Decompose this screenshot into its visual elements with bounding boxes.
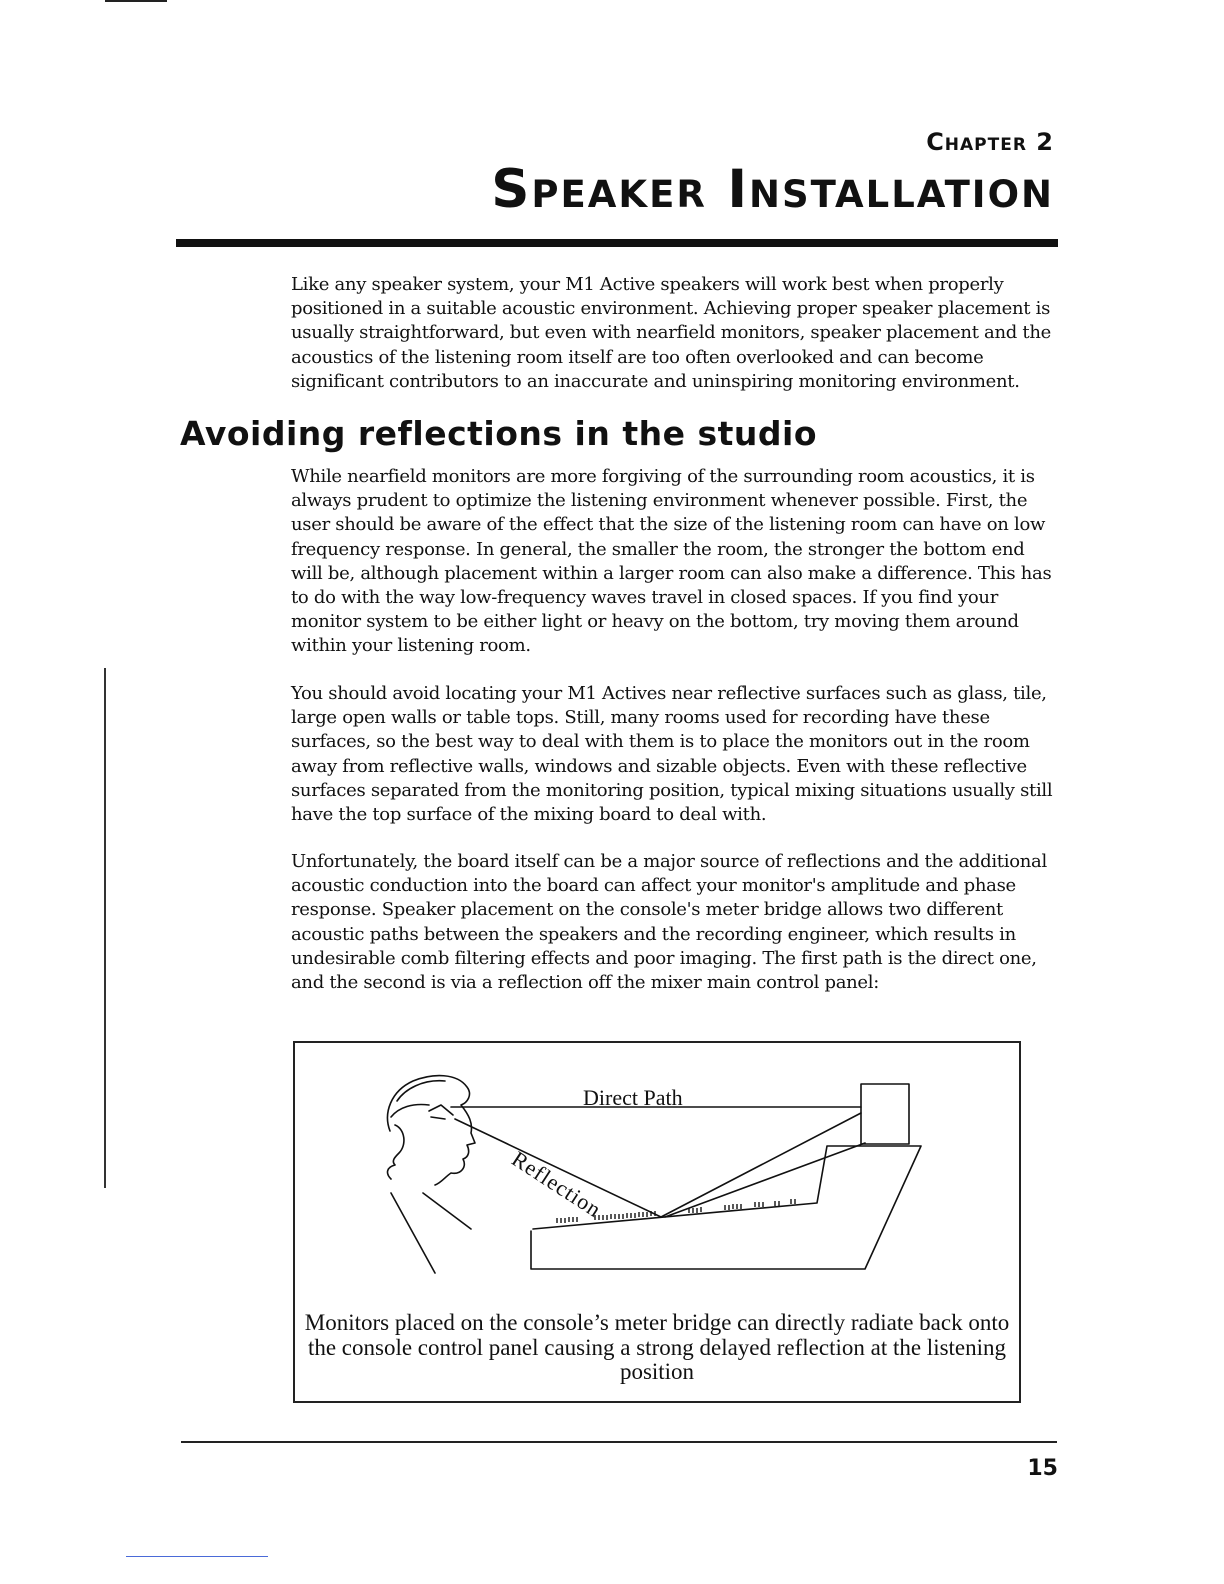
footer-rule [181,1441,1057,1443]
speaker-monitor [861,1084,909,1144]
cross-path-line [665,1143,865,1217]
reflection-label: Reflection [507,1146,607,1223]
listener-hair [391,1081,445,1117]
section-heading: Avoiding reflections in the studio [180,414,817,453]
body-paragraph-3: Unfortunately, the board itself can be a major source of reflections and the additional acoustic conduction into the board can affect your monitor's amplitude and phase response. Speaker placement on the console's meter bridge allows two different acoustic paths between the speakers and the recording engineer, which results in undesirable comb filtering effects and poor imaging. The first path is the direct one, and the second is via a reflection off the mixer main control panel: [291,851,1047,994]
listener-ear [388,1125,404,1179]
intro-paragraph: Like any speaker system, your M1 Active speakers will work best when properly positioned in a suitable acoustic environment. Achieving proper speaker placement is usually straightforward, but even with nearfield monitors, speaker placement and the acoustics of the listening room itself are too often overlooked and can become significant contributors to an inaccurate and uninspiring monitoring environment. [291,274,1052,392]
scan-edge-mark [105,0,167,2]
chapter-title: Speaker Installation [491,159,1054,220]
listener-neck [391,1193,471,1273]
chapter-label: Chapter 2 [926,128,1054,156]
reflection-path-to-console [455,1119,661,1217]
reflection-path-from-speaker [661,1113,861,1217]
listener-eye [429,1105,453,1119]
title-rule [176,239,1058,247]
scan-margin-line [104,668,106,1188]
body-paragraph-2: You should avoid locating your M1 Actives near reflective surfaces such as glass, tile, large open walls or table tops. Still, many rooms used for recording have these surfaces, so the best way to deal with them is to place the monitors out in the room away from reflective walls, windows and sizable objects. Even with these reflective surfaces separated from the monitoring position, typical mixing situations usually still have the top surface of the mixing board to deal with. [291,683,1053,826]
reflection-figure [293,1041,1021,1403]
scan-edge-mark-bottom [126,1556,268,1557]
direct-path-label: Direct Path [583,1085,683,1110]
page-number: 15 [1027,1456,1058,1481]
body-paragraph-1: While nearfield monitors are more forgiving of the surrounding room acoustics, it is always prudent to optimize the listening environment whenever possible. First, the user should be aware of the effect that the size of the listening room can have on low frequency response. In general, the smaller the room, the stronger the bottom end will be, although placement within a larger room can also make a difference. This has to do with the way low-frequency waves travel in closed spaces. If you find your monitor system to be either light or heavy on the bottom, try moving them around within your listening room. [291,466,1052,657]
figure-caption: Monitors placed on the console’s meter bridge can directly radiate back onto the console control panel causing a strong delayed reflection at the listening position [304,1310,1010,1384]
